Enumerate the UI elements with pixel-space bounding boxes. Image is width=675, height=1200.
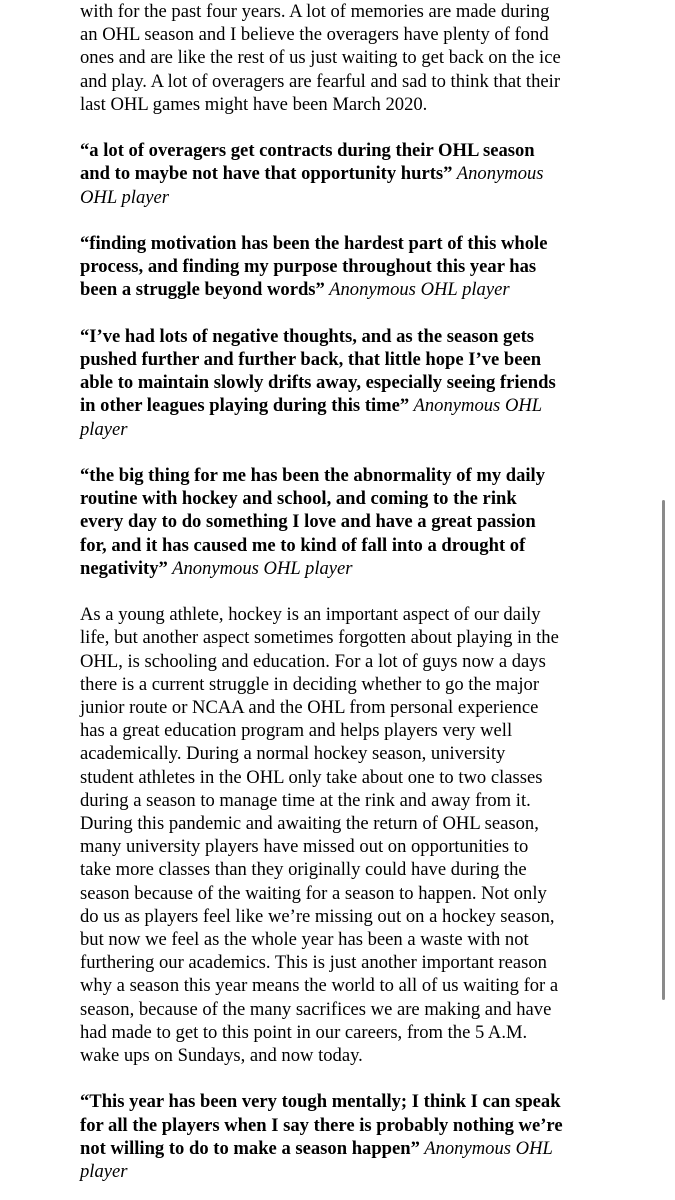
- quote-text: been a struggle beyond words”: [80, 279, 325, 301]
- text-line: During this pandemic and awaiting the return of OHL season,: [80, 813, 539, 835]
- text-line: there is a current struggle in deciding whether to go the major: [80, 673, 540, 695]
- text-line: last OHL games might have been March 2020.: [80, 93, 428, 115]
- body-paragraph: [80, 0, 610, 116]
- scrollbar-thumb[interactable]: [662, 500, 665, 1000]
- quote-text: “This year has been very tough mentally; I think I can speak: [80, 1091, 561, 1113]
- quote-text: for, and it has caused me to kind of fall into a drought of: [80, 534, 526, 556]
- quote-text: every day to do something I love and have a great passion: [80, 511, 536, 533]
- text-line: [80, 348, 610, 371]
- quote-attribution: Anonymous OHL: [419, 1137, 553, 1159]
- text-line: during a season to manage time at the rink and away from it.: [80, 789, 531, 811]
- text-line: [80, 534, 610, 557]
- text-line: As a young athlete, hockey is an important aspect of our daily: [80, 604, 541, 626]
- quote-text: pushed further and further back, that little hope I’ve been: [80, 349, 542, 370]
- text-line: [80, 1090, 610, 1113]
- text-line: [80, 487, 610, 510]
- quote-paragraph: [80, 232, 610, 302]
- text-line: has a great education program and helps players very well: [80, 720, 513, 742]
- text-line: [80, 186, 610, 209]
- text-line: [80, 139, 610, 162]
- quote-text: in other leagues playing during this time”: [80, 395, 410, 417]
- quote-attribution: Anonymous OHL player: [167, 557, 353, 579]
- text-line: [80, 394, 610, 417]
- quote-text: and to maybe not have that opportunity hurts”: [80, 163, 453, 185]
- document-body: [80, 0, 610, 1183]
- text-line: [80, 510, 610, 533]
- text-line: OHL, is schooling and education. For a lot of guys now a days: [80, 650, 546, 672]
- body-paragraph: [80, 603, 610, 1067]
- text-line: take more classes than they originally could have during the: [80, 859, 527, 881]
- quote-attribution: Anonymous OHL player: [324, 279, 510, 301]
- text-line: season, because of the many sacrifices we are making and have: [80, 998, 552, 1020]
- text-line: life, but another aspect sometimes forgotten about playing in the: [80, 627, 559, 649]
- text-line: [80, 278, 610, 301]
- text-line: [80, 162, 610, 185]
- text-line: [80, 418, 610, 441]
- text-line: with for the past four years. A lot of memories are made during: [80, 1, 550, 22]
- quote-text: process, and finding my purpose throughout this year has: [80, 256, 537, 278]
- text-line: academically. During a normal hockey season, university: [80, 743, 506, 765]
- quote-attribution: OHL player: [80, 186, 170, 208]
- quote-text: “a lot of overagers get contracts during their OHL season: [80, 140, 535, 162]
- text-line: [80, 1137, 610, 1160]
- quote-paragraph: [80, 139, 610, 209]
- text-line: ones and are like the rest of us just waiting to get back on the ice: [80, 47, 561, 69]
- text-line: season because of the waiting for a season to happen. Not only: [80, 882, 547, 904]
- text-line: [80, 371, 610, 394]
- quote-text: negativity”: [80, 557, 168, 579]
- text-line: and play. A lot of overagers are fearful and sad to think that their: [80, 70, 561, 92]
- text-line: [80, 1160, 610, 1183]
- quote-attribution: player: [80, 1161, 128, 1183]
- quote-text: “I’ve had lots of negative thoughts, and as the season gets: [80, 325, 535, 347]
- quote-attribution: player: [80, 418, 128, 440]
- text-line: junior route or NCAA and the OHL from personal experience: [80, 697, 539, 719]
- text-line: do us as players feel like we’re missing out on a hockey season,: [80, 905, 555, 927]
- text-line: [80, 232, 610, 255]
- quote-text: “the big thing for me has been the abnormality of my daily: [80, 465, 546, 486]
- quote-attribution: Anonymous: [452, 163, 544, 185]
- text-line: [80, 557, 610, 580]
- quote-paragraph: [80, 325, 610, 441]
- quote-paragraph: [80, 464, 610, 580]
- text-line: had made to get to this point in our careers, from the 5 A.M.: [80, 1021, 528, 1043]
- text-line: furthering our academics. This is just another important reason: [80, 952, 547, 974]
- text-line: [80, 255, 610, 278]
- text-line: [80, 464, 610, 487]
- quote-text: for all the players when I say there is probably nothing we’re: [80, 1114, 563, 1136]
- quote-text: able to maintain slowly drifts away, especially seeing friends: [80, 372, 556, 394]
- text-line: but now we feel as the whole year has been a waste with not: [80, 929, 529, 951]
- text-line: wake ups on Sundays, and now today.: [80, 1045, 363, 1067]
- text-line: an OHL season and I believe the overagers have plenty of fond: [80, 24, 549, 46]
- quote-text: “finding motivation has been the hardest part of this whole: [80, 233, 548, 254]
- text-line: many university players have missed out on opportunities to: [80, 836, 529, 858]
- quote-paragraph: [80, 1090, 610, 1183]
- text-line: [80, 1114, 610, 1137]
- quote-text: not willing to do to make a season happen”: [80, 1137, 420, 1159]
- text-line: [80, 325, 610, 348]
- text-line: why a season this year means the world to all of us waiting for a: [80, 975, 559, 997]
- quote-text: routine with hockey and school, and coming to the rink: [80, 488, 517, 510]
- text-line: student athletes in the OHL only take about one to two classes: [80, 766, 543, 788]
- quote-attribution: Anonymous OHL: [409, 395, 543, 417]
